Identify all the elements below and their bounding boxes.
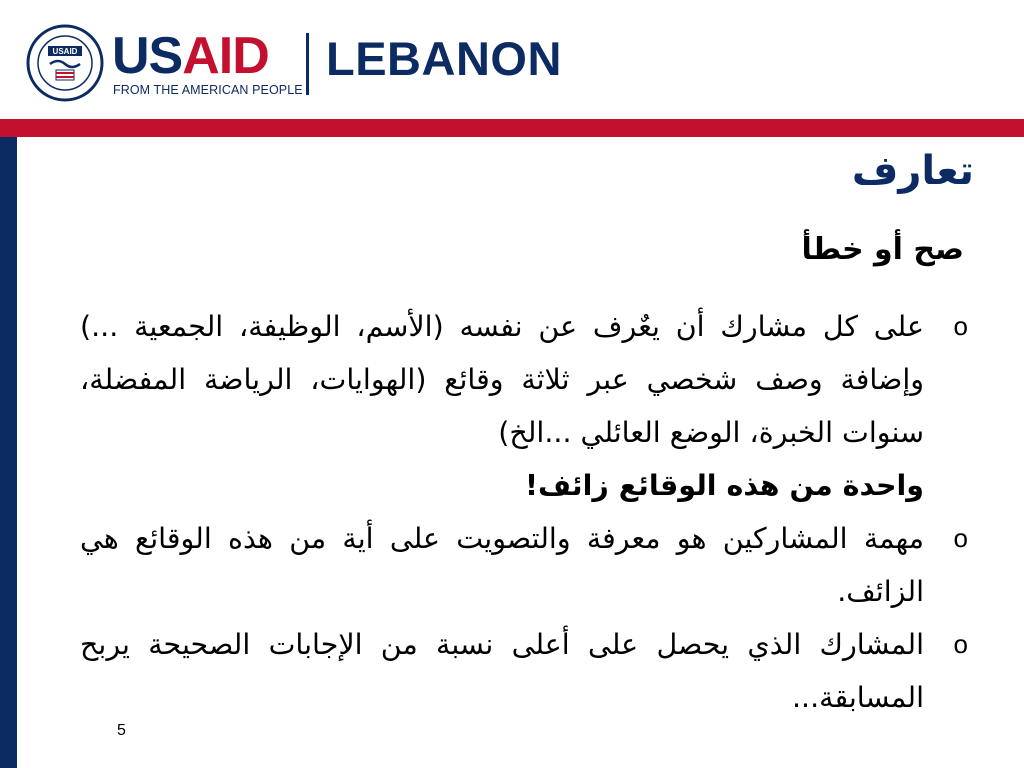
wordmark-us: US [112, 27, 183, 85]
red-header-band [0, 119, 1024, 137]
bullet-text: على كل مشارك أن يعٌرف عن نفسه (الأسم، الوظيفة، الجمعية ...) وإضافة وصف شخصي عبر ثلاثة وقائع (الهوايات، الرياضة المفضلة، سنوات الخبرة، الوضع العائلي ...الخ) [80, 310, 924, 449]
bullet-item [80, 618, 968, 724]
usaid-seal-icon [26, 24, 104, 102]
bullet-marker: o [953, 629, 968, 659]
bullet-text: المشارك الذي يحصل على أعلى نسبة من الإجابات الصحيحة يربح المسابقة... [80, 628, 924, 714]
bullet-bold-text: واحدة من هذه الوقائع زائف! [524, 469, 924, 502]
slide-title: تعارف [851, 148, 974, 194]
usaid-wordmark [112, 27, 269, 85]
bullet-list [80, 300, 968, 724]
bullet-item [80, 512, 968, 618]
bullet-item [80, 300, 968, 512]
brand-divider [306, 33, 309, 95]
bullet-marker: o [953, 311, 968, 341]
header-logo-area [0, 0, 1024, 120]
wordmark-aid: AID [182, 27, 269, 85]
brand-tagline: FROM THE AMERICAN PEOPLE [113, 83, 303, 97]
bullet-marker: o [953, 523, 968, 553]
blue-side-bar [0, 137, 17, 768]
page-number: 5 [117, 722, 126, 739]
seal-label: USAID [52, 47, 78, 56]
brand-country: LEBANON [326, 32, 562, 85]
bullet-text: مهمة المشاركين هو معرفة والتصويت على أية من هذه الوقائع هي الزائف. [80, 522, 924, 608]
slide-subtitle: صح أو خطأ [801, 232, 964, 267]
